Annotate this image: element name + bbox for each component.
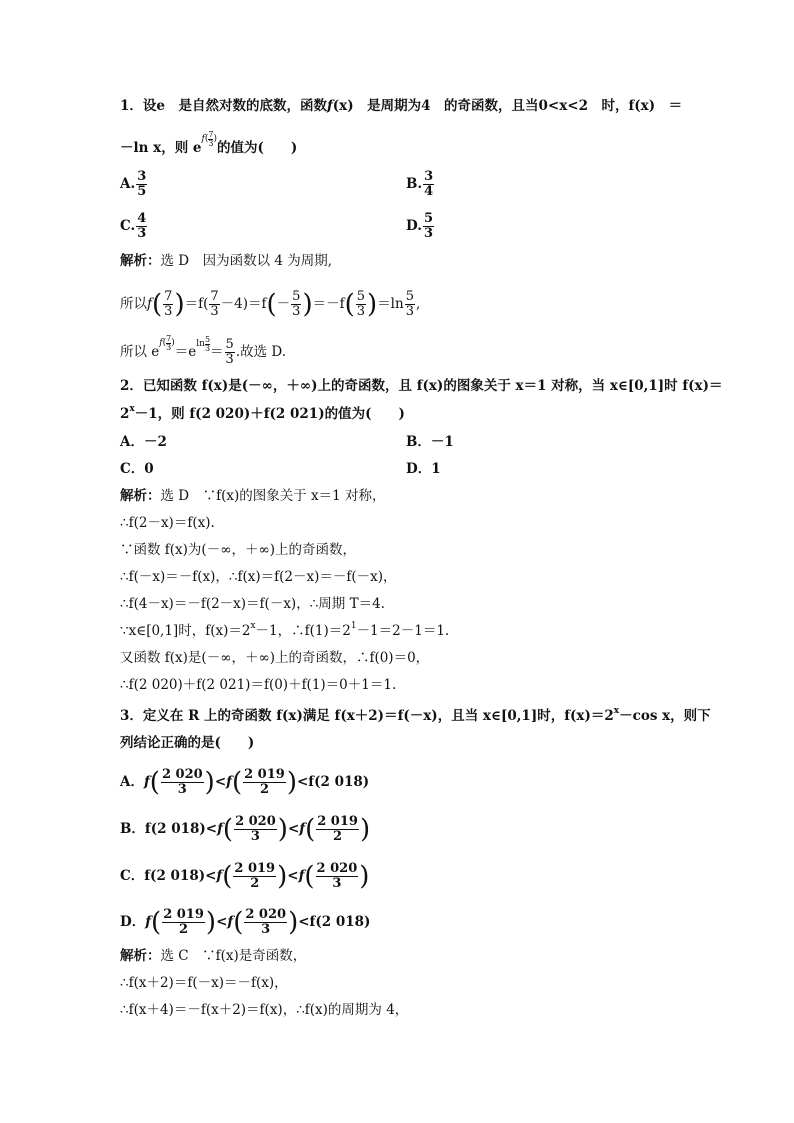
q1-option-b-den: 4	[424, 184, 434, 199]
q1-stem-text: 1．设e 是自然对数的底数，函数	[120, 98, 327, 114]
q1-sol3-exp2-num: 5	[204, 335, 211, 344]
q2-solution-line8: ∴f(2 020)＋f(2 021)＝f(0)＋f(1)＝0＋1＝1.	[120, 677, 397, 693]
q1-sol3-exp: f( 7 3 )	[159, 334, 175, 352]
q3-a-pl2: (	[231, 767, 243, 798]
q2-stem-2: 2	[120, 406, 130, 422]
q3-b-n2: 2 019	[317, 814, 358, 829]
q1-sol2-n7b: 7	[210, 289, 219, 304]
q3-solution-line1	[120, 946, 684, 966]
q3-c-d2: 3	[332, 876, 342, 891]
q2-solution-line6	[120, 621, 684, 643]
q2-stem-text: 2．已知函数 f(x)是(－∞，＋∞)上的奇函数，且 f(x)的图象关于 x＝1 对称，当 x∈[0,1]时 f(x)＝	[120, 378, 723, 394]
q3-b-f2: f	[299, 821, 306, 837]
q3-a-d2: 2	[259, 782, 269, 797]
q3-d-f2018: f(2 018)	[309, 914, 371, 930]
q1-sol2-n7: 7	[164, 289, 173, 304]
q1-sol3-exp2-frac	[205, 336, 210, 353]
q2-solution-line4: ∴f(－x)＝－f(x)，∴f(x)＝f(2－x)＝－f(－x)，	[120, 569, 397, 585]
q3-stem-b: －cos x，则下	[619, 708, 711, 724]
q1-stem-line2	[120, 130, 684, 160]
q1-option-b-label: B.	[406, 176, 423, 192]
q3-d-n1: 2 019	[163, 907, 204, 922]
q2-option-d[interactable]: D．1	[406, 461, 441, 477]
q1-sol3-exp2	[196, 335, 211, 353]
q3-stem-line1	[120, 706, 711, 728]
q1-sol2-d3e: 3	[405, 304, 414, 319]
q1-sol2-n5c: 5	[405, 289, 414, 304]
q3-b-d2: 2	[333, 829, 343, 844]
q1-sol2-frac5	[405, 290, 415, 319]
q1-exp-num: 7	[208, 130, 214, 139]
q1-sol2-n5b: 5	[356, 289, 366, 304]
q3-c-frac2	[316, 862, 359, 891]
q1-sol2-d3b: 3	[210, 304, 219, 319]
q1-sol2-frac4	[356, 290, 366, 319]
q3-d-lt1: <	[216, 914, 228, 930]
q3-d-label: D．	[120, 914, 146, 930]
q1-sol2-paren-r2: )	[302, 289, 313, 320]
q3-c-f2: f	[298, 868, 305, 884]
q1-solution-line3	[120, 334, 684, 367]
q2-solution-line7: 又函数 f(x)是(－∞，＋∞)上的奇函数，∴f(0)＝0，	[120, 650, 430, 666]
q2-solution-label: 解析：	[120, 488, 161, 504]
q1-option-c-label: C.	[120, 218, 136, 234]
q3-c-n2: 2 020	[316, 861, 358, 876]
q3-b-f1: f	[217, 821, 223, 837]
q3-a-f1: f	[143, 774, 150, 790]
q3-stem-sup: x	[613, 706, 620, 716]
q1-sol3-frac	[225, 338, 235, 367]
q3-stem-a: 3．定义在 R 上的奇函数 f(x)满足 f(x＋2)＝f(－x)，且当 x∈[0,1]时，f(x)＝2	[120, 708, 614, 724]
q3-c-f1: f	[216, 868, 223, 884]
q1-option-b-frac	[423, 170, 434, 199]
q1-option-d-label: D.	[406, 218, 422, 234]
q3-a-d1: 3	[177, 782, 187, 797]
q1-option-d-den: 3	[423, 226, 433, 241]
q3-solution-line3: ∴f(x＋4)＝－f(x＋2)＝f(x)，∴f(x)的周期为 4，	[120, 1002, 409, 1018]
q3-option-d[interactable]	[120, 908, 370, 937]
q1-stem-line1	[120, 96, 684, 116]
q3-b-pr2: )	[359, 814, 371, 845]
q3-d-n2: 2 020	[245, 907, 287, 922]
q3-c-n1: 2 019	[234, 861, 276, 876]
q3-c-lt2: <	[287, 868, 299, 884]
q1-sol3-exp-f: f	[159, 338, 163, 348]
q3-d-f1: f	[145, 914, 152, 930]
q1-sol3-num: 5	[225, 337, 234, 352]
q1-sol2-ln: ＝ln	[377, 296, 404, 312]
q3-c-pr1: )	[277, 861, 288, 892]
q1-option-a-num: 3	[137, 169, 147, 184]
q3-c-d1: 2	[250, 876, 260, 891]
q1-option-a-label: A.	[120, 176, 136, 192]
q2-stem-line1	[120, 376, 723, 396]
q1-sol2-paren-l3: (	[344, 289, 355, 320]
q2-sol6-b: －1，∴f(1)＝2	[255, 623, 351, 639]
q1-option-d-num: 5	[423, 211, 433, 226]
q1-exponent: f( 7 3 )	[201, 130, 217, 148]
q1-sol3-den: 3	[225, 352, 234, 367]
q2-stem-line2	[120, 404, 684, 426]
q1-sol2-a: 所以	[120, 296, 147, 312]
q1-sol3-a: 所以 e	[120, 344, 160, 360]
q3-c-pl1: (	[222, 861, 233, 892]
q1-option-d-frac	[423, 212, 434, 241]
q3-d-pl1: (	[151, 907, 162, 938]
q1-sol2-c: －4)＝f	[220, 296, 267, 312]
q3-c-lt1: <	[205, 868, 217, 884]
q1-sol2-e: ＝－f	[312, 296, 345, 312]
q2-solution-line5: ∴f(4－x)＝－f(2－x)＝f(－x)，∴周期 T＝4.	[120, 596, 385, 612]
q2-sol6-sup2: 1	[350, 621, 357, 631]
q2-sol6-sup: x	[250, 621, 256, 631]
q2-stem-sup: x	[129, 404, 135, 414]
q2-solution-line3: ∵函数 f(x)为(－∞，＋∞)上的奇函数，	[120, 542, 356, 558]
q2-sol6-a: ∵x∈[0,1]时，f(x)＝2	[120, 623, 251, 639]
q3-d-pr2: )	[288, 907, 299, 938]
q1-sol3-exp-den: 3	[166, 343, 172, 352]
q1-exp-frac	[208, 131, 213, 148]
q1-sol2-frac3	[291, 290, 301, 319]
q3-stem-line2: 列结论正确的是( )	[120, 735, 255, 751]
q3-b-lt1: <	[205, 821, 218, 837]
q1-solution-label: 解析：	[120, 253, 161, 269]
q3-option-c[interactable]	[120, 862, 369, 891]
q3-d-pl2: (	[233, 907, 244, 938]
q2-solution-line1	[120, 486, 684, 506]
q1-sol2-d3: 3	[164, 304, 173, 319]
q1-option-c-frac	[136, 212, 147, 241]
q3-b-frac2	[316, 815, 359, 844]
q1-sol3-exp-num: 7	[166, 334, 172, 343]
q1-exp-den: 3	[208, 139, 214, 148]
q1-sol3-b: ＝e	[174, 344, 197, 360]
q3-a-lt2: <	[296, 774, 309, 790]
q1-sol2-f: f	[147, 296, 152, 312]
q1-option-a-frac	[136, 170, 147, 199]
q1-f: f	[326, 98, 333, 114]
q3-a-pr2: )	[286, 767, 297, 798]
q3-a-n2: 2 019	[244, 767, 285, 782]
q1-sol3-d: .故选 D.	[235, 344, 287, 360]
q2-option-b[interactable]: B．－1	[406, 434, 454, 450]
q1-sol2-n5: 5	[292, 289, 301, 304]
q1-solution-text: 选 D 因为函数以 4 为周期,	[160, 253, 333, 269]
q3-d-d2: 3	[261, 922, 271, 937]
q1-sol2-frac1	[163, 290, 173, 319]
q3-option-a[interactable]	[120, 768, 369, 797]
q3-b-frac1	[234, 815, 277, 844]
q3-sol-1: 选 C ∵f(x)是奇函数，	[160, 948, 307, 964]
q3-c-f2018: f(2 018)	[144, 868, 206, 884]
q2-option-a[interactable]: A．－2	[120, 434, 167, 450]
q1-sol2-frac2	[209, 290, 219, 319]
q2-option-c[interactable]: C．0	[120, 461, 154, 477]
q3-d-f2: f	[227, 914, 234, 930]
q1-sol2-paren-r3: )	[367, 289, 378, 320]
q3-d-lt2: <	[298, 914, 310, 930]
q1-stem-text3: f(x) ＝	[628, 98, 683, 114]
q2-solution-line2: ∴f(2－x)＝f(x).	[120, 515, 215, 531]
q1-option-b-num: 3	[424, 169, 434, 184]
q1-sol2-comma: ,	[415, 296, 421, 312]
q1-sol3-exp-frac	[166, 335, 171, 352]
q3-b-n1: 2 020	[235, 814, 276, 829]
q1-sol3-ln: ln	[196, 339, 205, 349]
q1-sol2-b: ＝f(	[184, 296, 209, 312]
q3-b-label: B．	[120, 821, 145, 837]
q1-stem-e: －ln x，则 e	[120, 140, 202, 156]
q3-d-frac1	[162, 908, 205, 937]
q3-a-pl1: (	[149, 767, 160, 798]
q1-sol2-minus: －	[276, 296, 291, 312]
q1-sol3-exp2-den: 3	[204, 344, 211, 353]
q1-solution-line2	[120, 290, 684, 319]
q1-option-c-num: 4	[137, 211, 147, 226]
q3-d-d1: 2	[179, 922, 189, 937]
q3-b-d1: 3	[250, 829, 260, 844]
q3-a-f2018: f(2 018)	[308, 774, 370, 790]
q1-option-c[interactable]	[120, 212, 148, 241]
q3-a-frac2	[243, 768, 286, 797]
q3-solution-label: 解析：	[120, 948, 161, 964]
q3-c-label: C．	[120, 868, 145, 884]
q1-sol2-d3d: 3	[356, 304, 366, 319]
q3-b-pr1: )	[277, 814, 288, 845]
q1-exp-f: f	[201, 134, 205, 144]
q1-sol2-paren-l: (	[152, 289, 163, 320]
q1-option-b[interactable]	[406, 170, 435, 199]
q3-c-frac1	[233, 862, 276, 891]
q1-solution-line1	[120, 251, 684, 271]
q3-c-pr2: )	[359, 861, 370, 892]
q1-stem-tail: 的值为( )	[216, 140, 298, 156]
q3-a-frac1	[161, 768, 204, 797]
q1-stem-text2: (x) 是周期为4 的奇函数，且当0<x<2 时，	[332, 98, 629, 114]
q2-stem-tail: －1，则 f(2 020)＋f(2 021)的值为( )	[134, 406, 405, 422]
q3-a-f2: f	[226, 774, 232, 790]
q3-b-f2018: f(2 018)	[144, 821, 206, 837]
q3-a-pr1: )	[204, 767, 215, 798]
q3-a-lt1: <	[214, 774, 227, 790]
q3-solution-line2: ∴f(x＋2)＝f(－x)＝－f(x)，	[120, 975, 288, 991]
q1-sol3-c: ＝	[210, 344, 224, 360]
q3-d-pr1: )	[205, 907, 217, 938]
q1-sol2-paren-l2: (	[266, 289, 277, 320]
q3-b-pl2: (	[305, 814, 316, 845]
q1-sol2-d3c: 3	[292, 304, 301, 319]
q1-sol2-paren-r: )	[174, 289, 185, 320]
q3-c-pl2: (	[304, 861, 315, 892]
q1-option-a[interactable]	[120, 170, 148, 199]
q3-a-label: A．	[120, 774, 144, 790]
q3-b-lt2: <	[287, 821, 300, 837]
q1-option-c-den: 3	[137, 226, 147, 241]
q2-sol-1: 选 D ∵f(x)的图象关于 x＝1 对称，	[160, 488, 386, 504]
q1-option-d[interactable]	[406, 212, 435, 241]
q3-option-b[interactable]	[120, 815, 370, 844]
q3-b-pl1: (	[222, 814, 234, 845]
q3-a-n1: 2 020	[161, 767, 203, 782]
q1-option-a-den: 5	[137, 184, 147, 199]
q2-sol6-c: －1＝2－1＝1.	[356, 623, 450, 639]
q3-d-frac2	[244, 908, 287, 937]
